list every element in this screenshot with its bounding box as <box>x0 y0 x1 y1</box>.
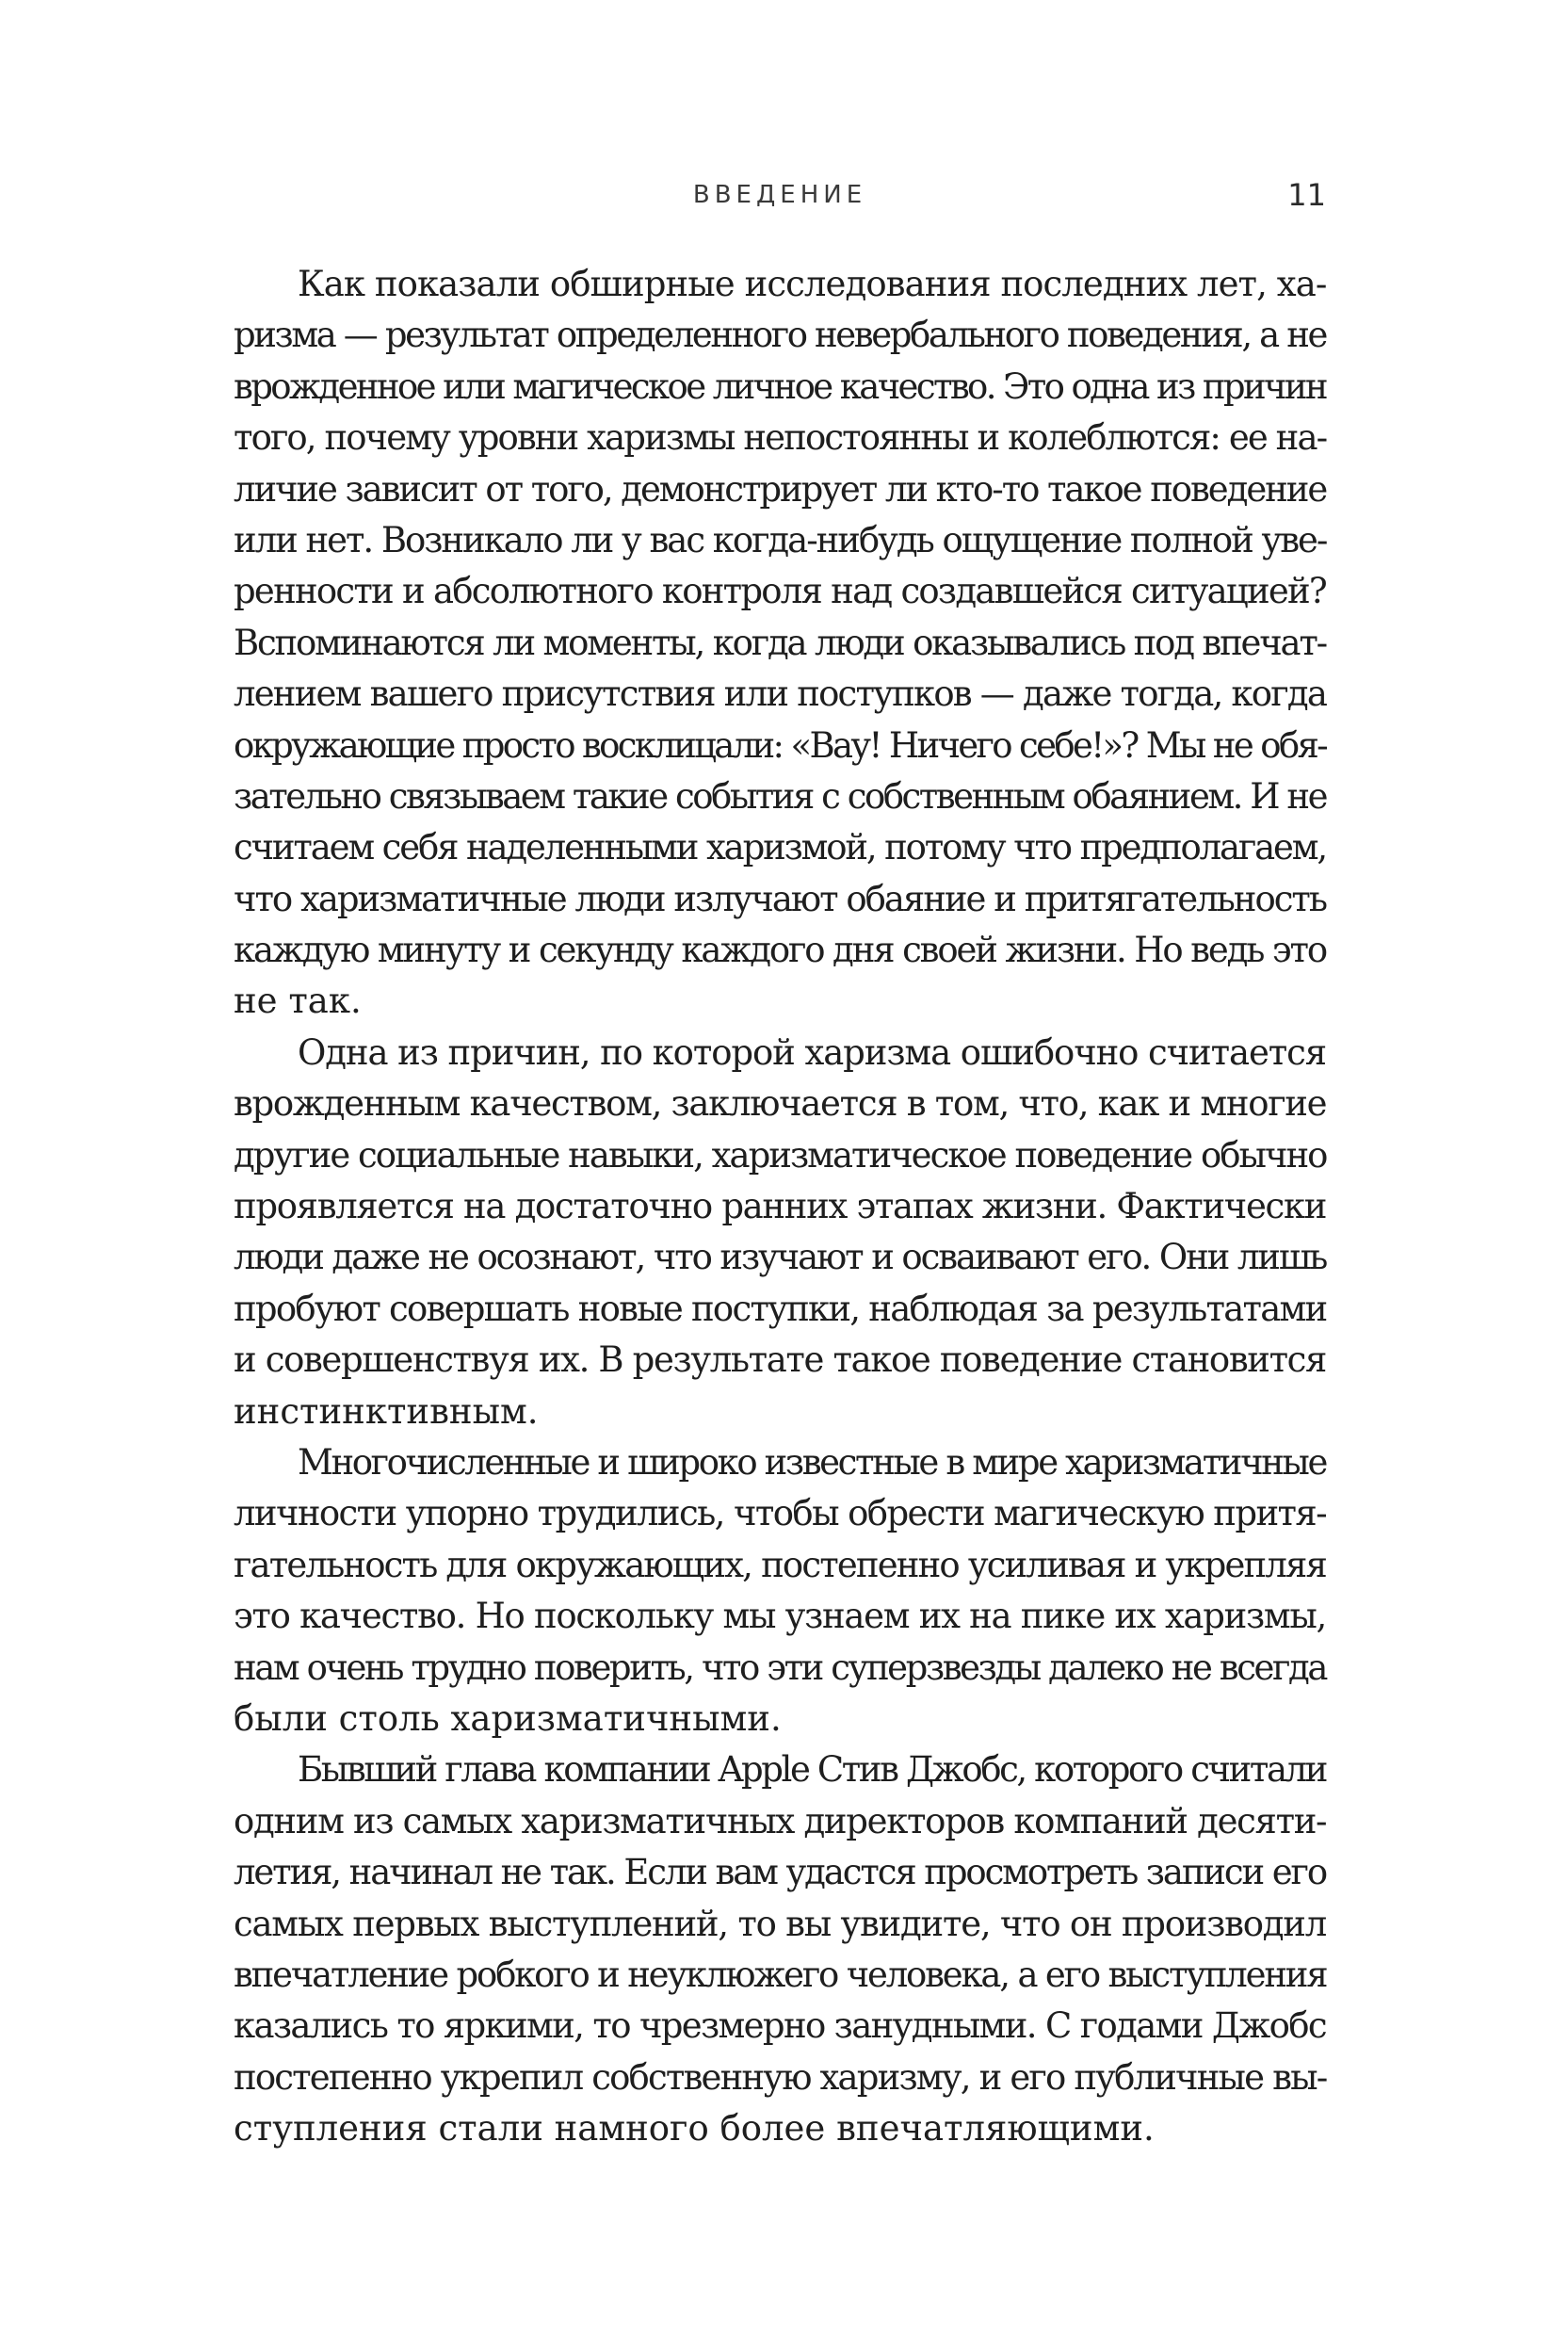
text-line: самых первых выступлений, то вы увидите, что он производил <box>234 1903 1326 1944</box>
text-line: личие зависит от того, демонстрирует ли кто-то такое поведение <box>234 468 1327 510</box>
text-line: каждую минуту и секунду каждого дня своей жизни. Но ведь это <box>234 930 1326 971</box>
text-line: врожденное или магическое личное качество. Это одна из причин <box>234 365 1326 407</box>
text-line: Одна из причин, по которой харизма ошибочно считается <box>298 1031 1326 1073</box>
paragraph <box>234 259 1326 1028</box>
text-line: что харизматичные люди излучают обаяние и притягательность <box>234 878 1326 919</box>
text-line: инстинктивным. <box>234 1390 539 1432</box>
paragraph <box>234 1744 1326 2154</box>
text-line: летия, начинал не так. Если вам удастся просмотреть записи его <box>234 1852 1326 1893</box>
text-line: врожденным качеством, заключается в том, что, как и многие <box>234 1083 1327 1125</box>
text-line: пробуют совершать новые поступки, наблюдая за результатами <box>234 1288 1327 1329</box>
text-line: зательно связываем такие события с собственным обаянием. И не <box>234 775 1326 817</box>
text-line: ступления стали намного более впечатляющими. <box>234 2108 1155 2149</box>
text-line: постепенно укрепил собственную харизму, и его публичные вы- <box>234 2056 1327 2098</box>
text-line: ризма — результат определенного невербального поведения, а не <box>234 315 1326 356</box>
text-line: окружающие просто восклицали: «Вау! Ничего себе!»? Мы не обя- <box>234 724 1326 766</box>
text-line: это качество. Но поскольку мы узнаем их на пике их харизмы, <box>234 1596 1326 1637</box>
page-number: 11 <box>1287 177 1326 213</box>
text-line: Бывший глава компании Apple Стив Джобс, которого считали <box>298 1749 1326 1791</box>
text-line: Как показали обширные исследования последних лет, ха- <box>298 264 1327 304</box>
text-line: лением вашего присутствия или поступков — даже тогда, когда <box>234 673 1327 715</box>
text-line: или нет. Возникало ли у вас когда-нибудь ощущение полной уве- <box>234 519 1327 560</box>
text-line: и совершенствуя их. В результате такое поведение становится <box>234 1339 1326 1381</box>
text-line: люди даже не осознают, что изучают и осваивают его. Они лишь <box>234 1237 1327 1278</box>
text-line: казались то яркими, то чрезмерно занудными. С годами Джобс <box>234 2005 1326 2047</box>
text-line: Многочисленные и широко известные в мире харизматичные <box>298 1441 1326 1483</box>
body-text <box>234 259 1326 2154</box>
text-line: того, почему уровни харизмы непостоянны и колеблются: ее на- <box>234 417 1327 459</box>
text-line: одним из самых харизматичных директоров компаний десяти- <box>234 1800 1327 1841</box>
section-title: ВВЕДЕНИЕ <box>692 181 867 209</box>
paragraph <box>234 1028 1326 1437</box>
text-line: другие социальные навыки, харизматическое поведение обычно <box>234 1134 1327 1176</box>
text-line: проявляется на достаточно ранних этапах жизни. Фактически <box>234 1186 1327 1227</box>
text-line: не так. <box>234 981 362 1022</box>
text-line: личности упорно трудились, чтобы обрести магическую притя- <box>234 1493 1326 1534</box>
text-line: считаем себя наделенными харизмой, потому что предполагаем, <box>234 827 1326 868</box>
text-line: нам очень трудно поверить, что эти суперзвезды далеко не всегда <box>234 1647 1326 1688</box>
text-line: Вспоминаются ли моменты, когда люди оказывались под впечат- <box>234 622 1326 663</box>
text-line: гательность для окружающих, постепенно усиливая и укрепляя <box>234 1544 1326 1585</box>
running-header <box>234 177 1326 215</box>
paragraph <box>234 1437 1326 1744</box>
text-line: были столь харизматичными. <box>234 1697 782 1739</box>
text-line: ренности и абсолютного контроля над создавшейся ситуацией? <box>234 571 1326 612</box>
text-line: впечатление робкого и неуклюжего человека, а его выступления <box>234 1954 1327 1995</box>
